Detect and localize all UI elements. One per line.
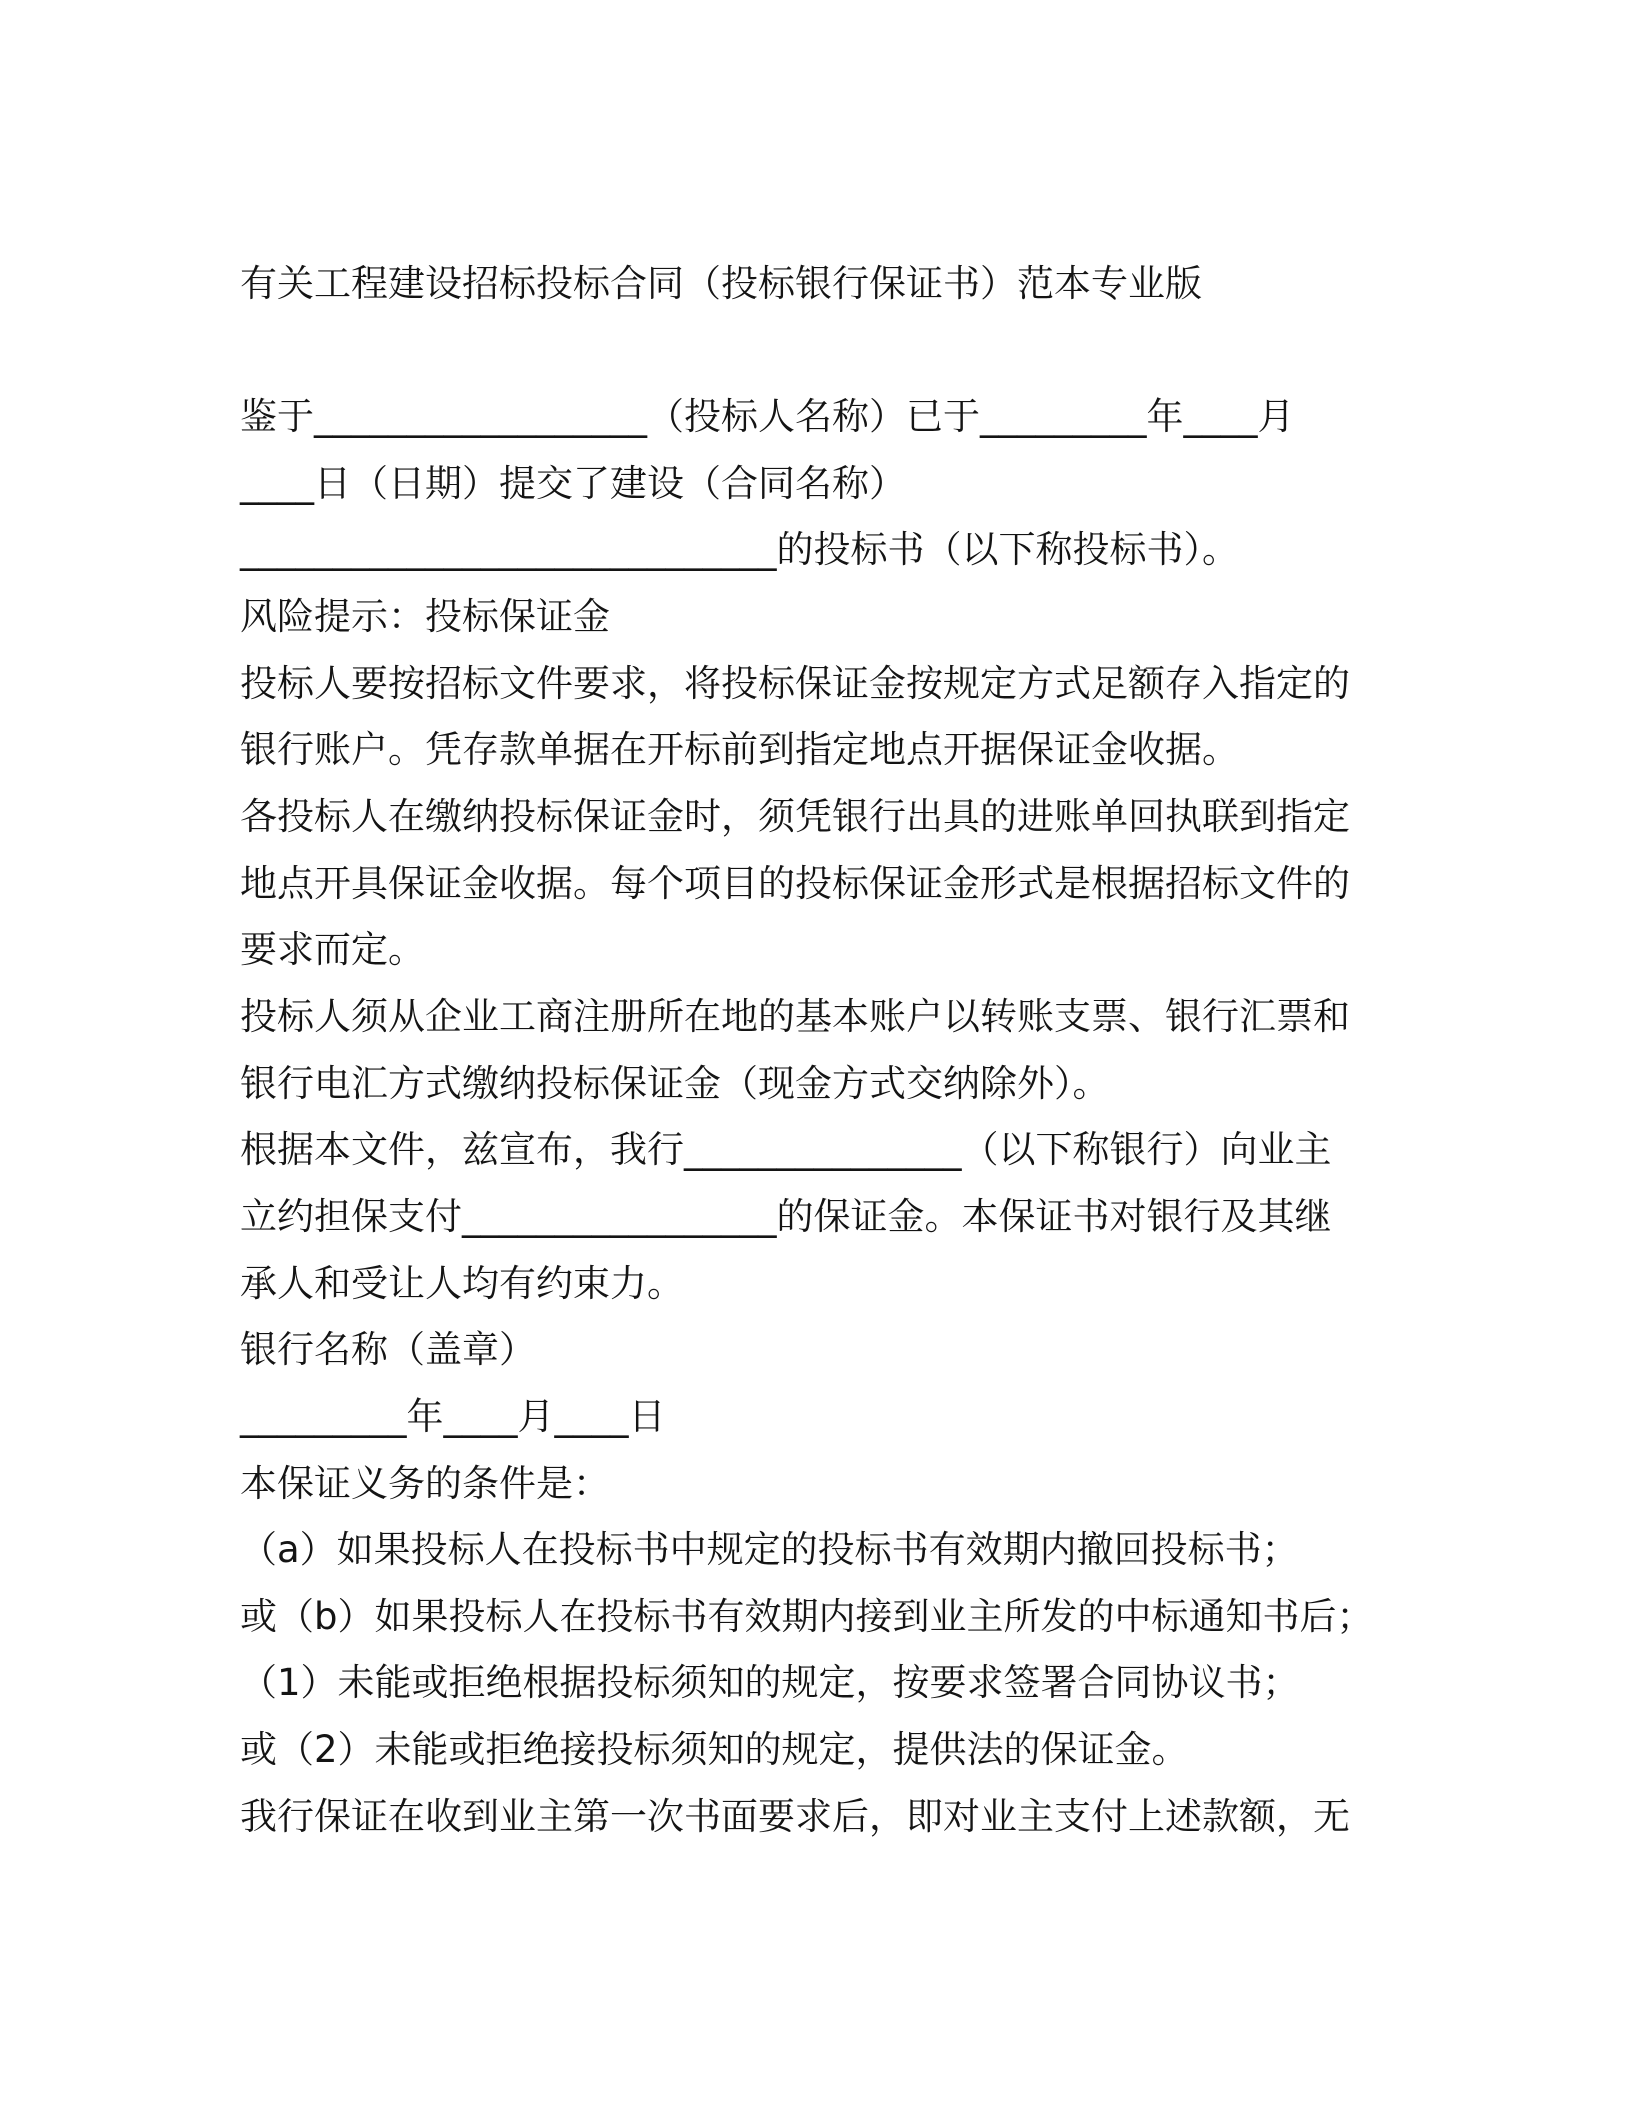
document-line: 鉴于__________________（投标人名称）已于_________年____月	[240, 395, 1295, 438]
document-line: 根据本文件，兹宣布，我行_______________（以下称银行）向业主	[240, 1128, 1332, 1172]
paragraph-bank-declaration	[240, 1117, 1360, 1317]
document-line: 我行保证在收到业主第一次书面要求后，即对业主支付上述款额，无	[240, 1794, 1350, 1838]
document-line: 投标人须从企业工商注册所在地的基本账户以转账支票、银行汇票和	[240, 994, 1350, 1038]
document-line: 或（b）如果投标人在投标书有效期内接到业主所发的中标通知书后；	[240, 1594, 1374, 1638]
document-title: 有关工程建设招标投标合同（投标银行保证书）范本专业版	[240, 262, 1202, 305]
paragraph-condition-b	[240, 1584, 1374, 1651]
paragraph-deposit-receipt	[240, 784, 1360, 984]
paragraph-deposit-account	[240, 651, 1360, 784]
document-line: 地点开具保证金收据。每个项目的投标保证金形式是根据招标文件的	[240, 861, 1350, 905]
document-line: _________年____月____日	[240, 1394, 666, 1438]
paragraph-bank-guarantee	[240, 1784, 1360, 1851]
document-line: 银行账户。凭存款单据在开标前到指定地点开据保证金收据。	[240, 728, 1239, 772]
document-line: 风险提示：投标保证金	[240, 594, 610, 638]
document-line: 本保证义务的条件是：	[240, 1461, 610, 1505]
document-line: （a）如果投标人在投标书中规定的投标书有效期内撤回投标书；	[240, 1528, 1299, 1572]
paragraph-conditions-heading	[240, 1451, 1360, 1518]
paragraph-bank-name-seal	[240, 1317, 1360, 1384]
document-line: 或（2）未能或拒绝接投标须知的规定，提供法的保证金。	[240, 1728, 1189, 1772]
document-line: 立约担保支付_________________的保证金。本保证书对银行及其继	[240, 1194, 1332, 1238]
document-line: 要求而定。	[240, 928, 425, 972]
paragraph-bid-submission	[240, 384, 1360, 584]
paragraph-condition-2	[240, 1717, 1360, 1784]
document-line: _____________________________的投标书（以下称投标书）。	[240, 528, 1239, 572]
document-line: 各投标人在缴纳投标保证金时，须凭银行出具的进账单回执联到指定	[240, 794, 1350, 838]
document-line: ____日（日期）提交了建设（合同名称）	[240, 461, 906, 505]
paragraph-risk-notice	[240, 584, 1360, 651]
document-line: 投标人要按招标文件要求，将投标保证金按规定方式足额存入指定的	[240, 661, 1350, 705]
paragraph-condition-1	[240, 1650, 1360, 1717]
paragraph-date-blank	[240, 1384, 1360, 1451]
document-body	[240, 384, 1374, 1850]
paragraph-payment-method	[240, 984, 1360, 1117]
document-line: 银行名称（盖章）	[240, 1328, 536, 1372]
paragraph-condition-a	[240, 1517, 1360, 1584]
document-line: 银行电汇方式缴纳投标保证金（现金方式交纳除外）。	[240, 1061, 1110, 1105]
document-line: 承人和受让人均有约束力。	[240, 1261, 684, 1305]
document-line: （1）未能或拒绝根据投标须知的规定，按要求签署合同协议书；	[240, 1661, 1300, 1705]
